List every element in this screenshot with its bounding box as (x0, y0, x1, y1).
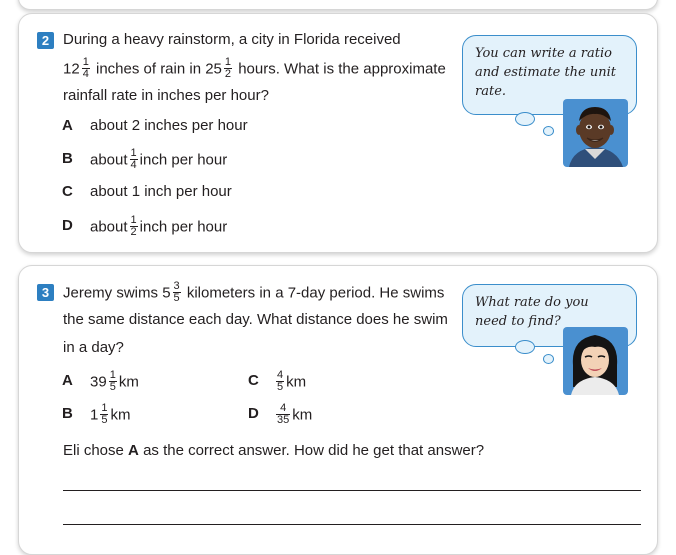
question-2-number: 2 (37, 32, 54, 49)
question-3-line-1: Jeremy swims 5 $\frac{3}{5}$ kilometers in a 7-day period. He swims (63, 280, 445, 304)
option-c-text[interactable]: about 1 inch per hour (90, 183, 232, 200)
option-d-text[interactable]: $\frac{4}{35}$ km (277, 402, 313, 426)
boy-avatar (563, 99, 628, 167)
option-c-text[interactable]: $\frac{4}{5}$ km (277, 369, 307, 393)
question-3-number: 3 (37, 284, 54, 301)
option-c-letter[interactable]: C (62, 183, 73, 200)
answer-line-1[interactable] (63, 490, 641, 491)
option-b-text[interactable]: about $\frac{1}{4}$ inch per hour (90, 147, 228, 171)
option-a-text[interactable]: 39 $\frac{1}{5}$ km (90, 369, 139, 393)
question-3-line-2: the same distance each day. What distance does he swim (63, 311, 448, 328)
thought-dot (543, 354, 554, 364)
option-a-letter[interactable]: A (62, 372, 73, 389)
option-d-letter[interactable]: D (62, 217, 73, 234)
girl-avatar (563, 327, 628, 395)
option-b-letter[interactable]: B (62, 150, 73, 167)
question-3-line-3: in a day? (63, 339, 124, 356)
option-b-letter[interactable]: B (62, 405, 73, 422)
answer-line-2[interactable] (63, 524, 641, 525)
question-2-line-3: rainfall rate in inches per hour? (63, 87, 269, 104)
question-2-line-2: 12 $\frac{1}{4}$ inches of rain in 25 $\frac{1}{2}$ hours. What is the approximate (63, 56, 446, 80)
option-b-text[interactable]: 1 $\frac{1}{5}$ km (90, 402, 131, 426)
option-a-letter[interactable]: A (62, 117, 73, 134)
thought-dot (515, 112, 535, 126)
option-d-text[interactable]: about $\frac{1}{2}$ inch per hour (90, 214, 228, 238)
question-2-line-1: During a heavy rainstorm, a city in Florida received (63, 31, 401, 48)
option-d-letter[interactable]: D (248, 405, 259, 422)
followup-question: Eli chose A as the correct answer. How did he get that answer? (63, 442, 485, 459)
previous-question-card (18, 0, 658, 10)
hint-bubble-rate: What rate do you need to find? (462, 284, 637, 347)
thought-dot (543, 126, 554, 136)
option-c-letter[interactable]: C (248, 372, 259, 389)
option-a-text[interactable]: about 2 inches per hour (90, 117, 248, 134)
thought-dot (515, 340, 535, 354)
hint-bubble-ratio: You can write a ratio and estimate the unit rate. (462, 35, 637, 115)
